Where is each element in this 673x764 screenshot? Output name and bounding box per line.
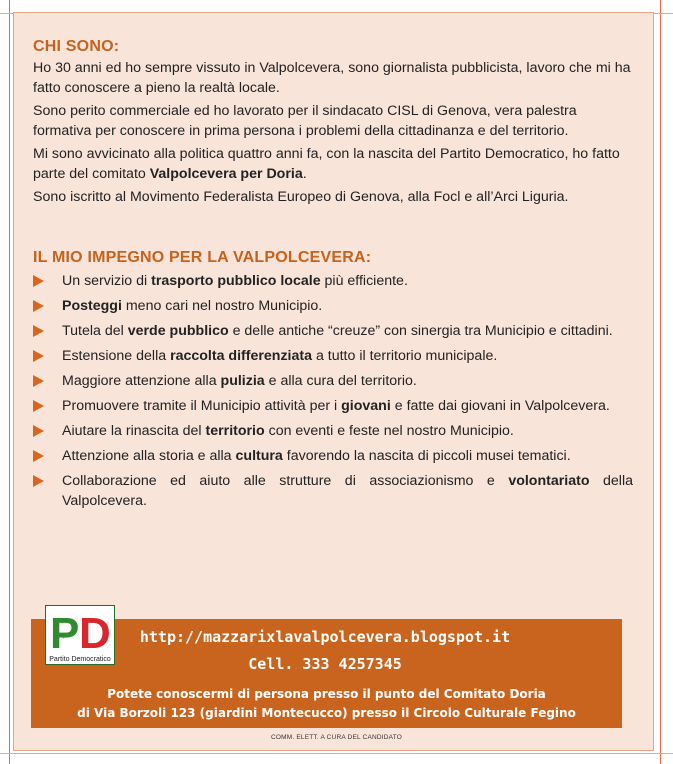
item-bold: trasporto pubblico locale [151, 273, 321, 289]
about-paragraph-3 [33, 144, 633, 184]
item-text: Collaborazione ed aiuto alle strutture di associazionismo e [62, 473, 509, 489]
item-text: meno cari nel nostro Municipio. [121, 298, 323, 314]
pd-logo-d: D [79, 609, 111, 654]
item-text: e alla cura del territorio. [264, 373, 417, 389]
about-paragraph-2: Sono perito commerciale ed ho lavorato per il sindacato CISL di Genova, vera palestra formativa per conoscere in prima persona i problemi della cittadinanza e del territorio. [33, 103, 577, 139]
bullet-arrow-icon [33, 275, 44, 287]
commitment-list [33, 271, 633, 511]
about-p3-bold: Valpolcevera per Doria [149, 166, 303, 182]
meeting-info-line-2: di Via Borzoli 123 (giardini Montecucco) presso il Circolo Culturale Fegino [77, 706, 576, 720]
item-bold: giovani [341, 398, 391, 414]
flyer-content [33, 38, 633, 516]
pd-logo-p: P [50, 609, 80, 654]
item-text: Aiutare la rinascita del [62, 423, 206, 439]
about-p3-text: Mi sono avvicinato alla politica quattro anni fa, con la nascita del Partito Democratico, ho fatto parte del comitato [33, 146, 620, 182]
item-bold: pulizia [220, 373, 265, 389]
bullet-arrow-icon [33, 300, 44, 312]
item-text: Un servizio di [62, 273, 152, 289]
item-text: più efficiente. [320, 273, 408, 289]
bullet-arrow-icon [33, 350, 44, 362]
item-bold: territorio [205, 423, 265, 439]
about-p3-end: . [302, 166, 307, 182]
bullet-arrow-icon [33, 400, 44, 412]
commitment-item [33, 446, 633, 466]
bullet-arrow-icon [33, 375, 44, 387]
item-text: con eventi e feste nel nostro Municipio. [264, 423, 514, 439]
commitment-item [33, 471, 633, 511]
commitment-heading: IL MIO IMPEGNO PER LA VALPOLCEVERA: [33, 249, 372, 266]
item-text: Promuovere tramite il Municipio attività per i [62, 398, 342, 414]
crop-mark-left [9, 0, 10, 764]
item-text: a tutto il territorio municipale. [312, 348, 498, 364]
commitment-item [33, 321, 633, 341]
item-text: della Valpolcevera. [62, 473, 633, 509]
bullet-arrow-icon [33, 325, 44, 337]
cell-number: Cell. 333 4257345 [248, 655, 402, 673]
item-bold: verde pubblico [127, 323, 229, 339]
footer-note: COMM. ELETT. A CURA DEL CANDIDATO [270, 734, 403, 741]
item-text: Tutela del [62, 323, 128, 339]
item-text: e fatte dai giovani in Valpolcevera. [390, 398, 610, 414]
crop-mark-right [660, 0, 661, 764]
item-text: e delle antiche “creuze” con sinergia tra Municipio e cittadini. [228, 323, 613, 339]
item-text: Estensione della [62, 348, 171, 364]
bullet-arrow-icon [33, 425, 44, 437]
item-bold: cultura [235, 448, 283, 464]
item-text: Attenzione alla storia e alla [62, 448, 236, 464]
commitment-item [33, 421, 633, 441]
blog-link[interactable]: http://mazzarixlavalpolcevera.blogspot.it [139, 628, 511, 646]
commitment-item [33, 371, 633, 391]
meeting-info [31, 685, 622, 723]
about-paragraph-4: Sono iscritto al Movimento Federalista Europeo di Genova, alla Focl e all’Arci Liguria. [33, 189, 569, 205]
pd-logo-caption: Partito Democratico [49, 656, 111, 663]
commitment-item [33, 271, 633, 291]
commitment-item [33, 346, 633, 366]
crop-mark-bottom [0, 753, 673, 754]
about-paragraph-1: Ho 30 anni ed ho sempre vissuto in Valpolcevera, sono giornalista pubblicista, lavoro che mi ha fatto conoscere a pieno la realtà locale. [33, 60, 631, 96]
meeting-info-line-1: Potete conoscermi di persona presso il punto del Comitato Doria [107, 687, 546, 701]
about-heading: CHI SONO: [33, 38, 120, 55]
commitment-item [33, 296, 633, 316]
bullet-arrow-icon [33, 475, 44, 487]
pd-logo-icon [48, 608, 112, 654]
item-text: favorendo la nascita di piccoli musei tematici. [282, 448, 571, 464]
item-text: Maggiore attenzione alla [62, 373, 221, 389]
commitment-item [33, 396, 633, 416]
item-bold: volontariato [508, 473, 590, 489]
item-bold: raccolta differenziata [170, 348, 312, 364]
bullet-arrow-icon [33, 450, 44, 462]
item-bold: Posteggi [62, 298, 122, 314]
pd-logo [45, 605, 115, 665]
